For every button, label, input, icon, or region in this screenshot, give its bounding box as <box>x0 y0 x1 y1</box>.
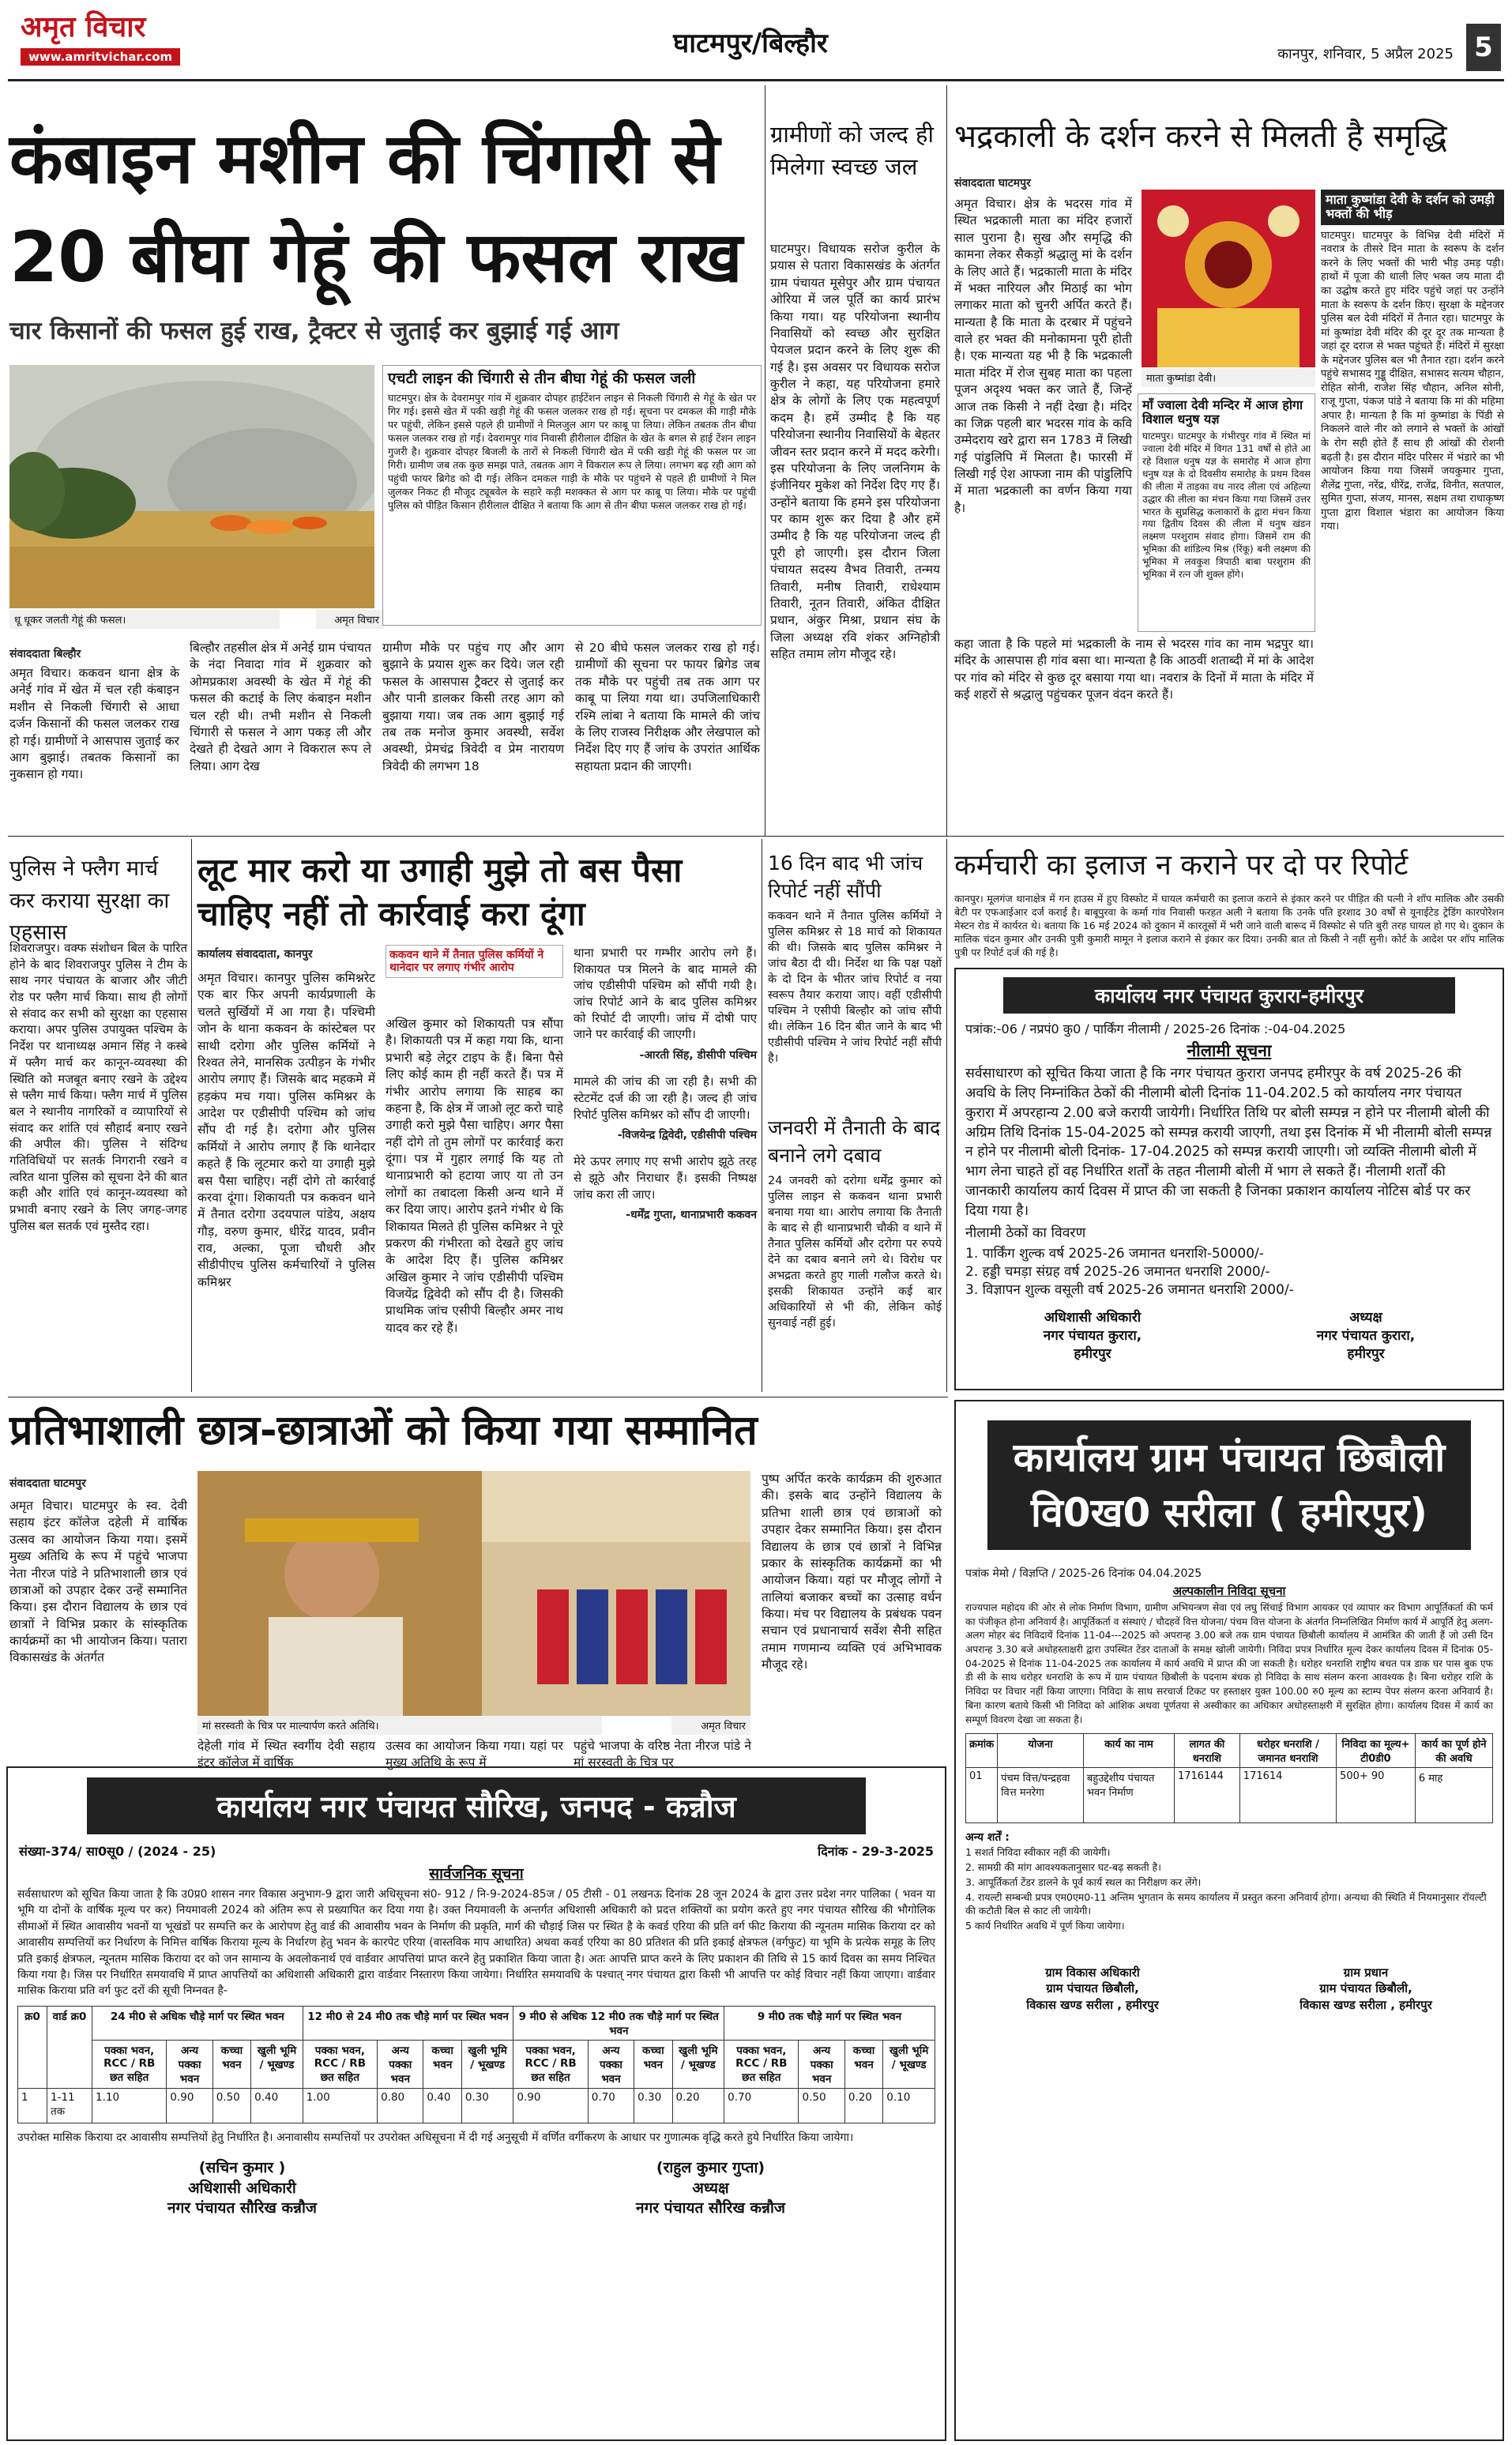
pratibha-col-3: उत्सव का आयोजन किया गया। यहां पर मुख्य अतिथि के रूप में <box>386 1739 563 1770</box>
bhadra-side-title: माता कुष्मांडा देवी के दर्शन को उमड़ी भक्तों की भीड़ <box>1321 190 1504 225</box>
sixteen-text: ककवन थाने में तैनात पुलिस कर्मियों ने पुलिस कमिश्नर से 18 मार्च को शिकायत की थी। जिसके बाद पुलिस कमिश्नर ने जांच बैठा दी थी। निर्देश था कि पक्ष पक्षों के दो दिन के भीतर जांच रिपोर्ट व नया स्वरूप तैयार कराया जाए। वहीं एडीसीपी पश्चिम ने एसीपी बिल्हौर को जांच सौंपी थी। लेकिन 16 दिन बीत जाने के बाद भी एडीसीपी पश्चिम ने जांच रिपोर्ट नहीं सौंपी है। <box>768 910 942 1065</box>
lead-photo-caption: धू धूकर जलती गेहूं की फसल। <box>9 610 280 629</box>
saurikh-th: 24 मी0 से अधिक चौड़े मार्ग पर स्थित भवन <box>92 2006 303 2040</box>
chhibauli-td: 01 <box>966 1768 998 1823</box>
kurara-sig1-title: अधिशासी अधिकारी <box>1044 1309 1142 1326</box>
kurara-sig2-title: अध्यक्ष <box>1349 1309 1382 1326</box>
saurikh-th: क्र0 <box>18 2006 47 2088</box>
saurikh-th: वार्ड क्र0 <box>47 2006 92 2088</box>
saurikh-th: 9 मी0 तक चौड़े मार्ग पर स्थित भवन <box>724 2006 935 2040</box>
logo-text: अमृत विचार <box>21 10 146 43</box>
edition-title: घाटमपुर/बिल्हौर <box>673 28 828 59</box>
kurara-ref: पत्रांक:-06 / नप्रपं0 कु0 / पार्किंग नीलामी / 2025-26 दिनांक :-04-04.2025 <box>965 1021 1346 1036</box>
kurara-office: कार्यालय नगर पंचायत कुरारा-हमीरपुर <box>1003 977 1455 1014</box>
saurikh-th: 9 मी0 से अधिक 12 मी0 तक चौड़े मार्ग पर स्थित भवन <box>513 2006 724 2040</box>
sixteen-text-2: 24 जनवरी को दरोगा धर्मेंद्र कुमार को पुलिस लाइन से ककवन थाना प्रभारी बनाया गया था। आरोप लगाया कि तैनाती के बाद से ही थानाप्रभारी चौकी व थाने में तैनात पुलिस कर्मियों और दरोगा पर रुपये देने का दबाव बनाने लगे थे। विरोध पर अभद्रता करते हुए गाली गलौज करते थे। इसकी शिकायत उन्होंने कई बार अधिकारियों से भी की, लेकिन कोई सुनवाई नहीं हुई। <box>768 1175 942 1330</box>
loot-byline: कार्यालय संवाददाता, कानपुर <box>197 948 313 961</box>
saurikh-sub: खुली भूमि / भूखण्ड <box>251 2040 303 2088</box>
saurikh-title: सार्वजनिक सूचना <box>429 1865 524 1883</box>
kurara-signature-2 <box>1317 1309 1415 1364</box>
saurikh-sig1-title: अधिशासी अधिकारी <box>188 2179 296 2197</box>
chhibauli-td: 6 माह <box>1415 1768 1492 1823</box>
chhibauli-term-3: 3. आपूर्तिकर्ता टेंडर डालने के पूर्व कार्य स्थल का निरीक्षण कर लेंगे। <box>965 1876 1202 1889</box>
saurikh-sig2-org: नगर पंचायत सौरिख कन्नौज <box>636 2199 785 2217</box>
saurikh-sig1-name: (सचिन कुमार ) <box>198 2159 286 2177</box>
saurikh-office: कार्यालय नगर पंचायत सौरिख, जनपद - कन्नौज <box>87 1777 866 1834</box>
chhibauli-th: धरोहर धनराशि / जमानत धनराशि <box>1239 1734 1336 1768</box>
page-number: 5 <box>1466 24 1501 71</box>
saurikh-td: 0.90 <box>167 2088 213 2123</box>
saurikh-td: 0.10 <box>883 2088 935 2123</box>
loot-col-2: अखिल कुमार को शिकायती पत्र सौंपा है। शिकायती पत्र में कहा गया कि, थाना प्रभारी बड़े लेट्रर टाइप के हैं। बिना पैसे लिए कोई काम ही नहीं करते हैं। पत्र में गंभीर आरोप लगाया कि साहब का कहना है, कि क्षेत्र में जाओ लूट करो चाहे उगाही करो मुझे पैसा चाहिए। अगर पैसा नहीं दोगे तो तुम लोगों पर कार्रवाई करा दूंगा। पत्र में गुहार लगाई कि यह तो थानाप्रभारी को हटाया जाए या तो उन लोगों का तबादला किसी अन्य थाने में कर दिया जाए। आरोप इतने गंभीर थे कि शिकायत मिलते ही पुलिस कमिश्नर ने पूरे प्रकरण की गंभीरता को देखते हुए जांच के आदेश दिए हैं। पुलिस कमिश्नर अखिल कुमार ने जांच एडीसीपी पश्चिम विजयेंद्र द्विवेदी को सौंप दी है। जिसकी प्राथमिक जांच एसीपी बिल्हौर अमर नाथ यादव कर रहे हैं। <box>386 1017 563 1335</box>
sixteen-headline-2: जनवरी में तैनाती के बाद बनाने लगे दबाव <box>768 1116 941 1167</box>
kurara-signature-1 <box>1044 1309 1142 1364</box>
lead-box-title: एचटी लाइन की चिंगारी से तीन बीघा गेहूं की फसल जली <box>388 370 696 387</box>
saurikh-body: सर्वसाधारण को सूचित किया जाता है कि उ0प्र0 शासन नगर विकास अनुभाग-9 द्वारा जारी अधिसूचना सं0- 912 / नि-9-2024-85ज / 05 टीसी - 01 लखनऊ दिनांक 28 जून 2024 के द्वारा उत्तर प्रदेश नगर पालिका ( भवन या भूमि या दोनों के वार्षिक मूल्य पर कर) नियमावली 2024 को अंतिम रूप से प्रख्यापित कर दिया गया है। उक्त नियमावली के अन्तर्गत अधिशासी अधिकारी को प्रदत्त शक्तियों का प्रयोग करते हुए नगर पंचायत सौरिख की भौगोलिक सीमाओं में स्थित आवासीय भवनों या भूखंडों पर सम्पत्ति कर के आरोपण हेतु वार्ड की आवासीय भवन के निर्माण की प्रकृति, मार्ग की चौड़ाई जिस पर स्थित है के कवर्ड एरिया की प्रति वर्ग फीट किराया की न्यूनतम मासिक किराया दर को आवासीय सम्पत्तियों कर निर्धारण के निमित्त वार्षिक किराया मूल्य के निर्धारण हेतु भवन के कारपेट एरिया (वास्तविक माप आधारित) अथवा कवर्ड एरिया का 80 प्रतिशत की प्रति इकाई क्षेत्रफल (वर्गफुट) या भूमि के प्रत्येक समूह के लिए प्रति इकाई क्षेत्रफल, न्यूनतम मासिक किराया दर को जन सामान्य के अवलोकनार्थ एवं वार्डवार आपत्तियां प्राप्त करने हेतु प्रकाशित किया जाता है। अतः आपत्ति प्राप्त करने के लिए प्रकाशन की तिथि से 15 कार्य दिवस का समय निश्चित किया गया है। जिस पर निर्धारित समयावधि में प्राप्त आपत्तियों का अधिशासी अधिकारी द्वारा वार्डवार निस्तारण किया जायेगा। निर्धारित समयावधि के पश्चात् नगर पंचायत द्वारा किसी भी आपत्ति पर कोई विचार नहीं किया जाएगा। वार्डवार मासिक किराया प्रति वर्ग फुट दरों की सूची निम्नवत है- <box>17 1888 935 1998</box>
bhadra-byline: संवाददाता घाटमपुर <box>954 177 1031 190</box>
kurara-sig1-org: नगर पंचायत कुरारा, <box>1043 1327 1142 1344</box>
saurikh-td: 0.40 <box>423 2088 461 2123</box>
pratibha-byline: संवाददाता घाटमपुर <box>9 1477 86 1490</box>
saurikh-th: 12 मी0 से 24 मी0 तक चौड़े मार्ग पर स्थित भवन <box>303 2006 513 2040</box>
saurikh-td: 0.70 <box>588 2088 634 2123</box>
saurikh-sub: कच्चा भवन <box>634 2040 672 2088</box>
pratibha-col-4: पहुंचे भाजपा के वरिष्ठ नेता नीरज पांडे ने मां सरस्वती के चित्र पर <box>574 1739 751 1770</box>
saurikh-signature-2 <box>636 2158 785 2219</box>
saurikh-table <box>17 2006 935 2123</box>
chhibauli-term-1: 1 सशर्त निविदा स्वीकार नहीं की जायेगी। <box>965 1846 1111 1859</box>
saurikh-sub: पक्का भवन, RCC / RB छत सहित <box>513 2040 588 2088</box>
chhibauli-office: कार्यालय ग्राम पंचायत छिबौली वि0ख0 सरीला ( हमीरपुर) <box>987 1420 1471 1550</box>
chhibauli-title: अल्पकालीन निविदा सूचना <box>1172 1584 1286 1598</box>
pratibha-photo <box>197 1471 750 1716</box>
saurikh-td: 0.90 <box>513 2088 588 2123</box>
saurikh-sub: कच्चा भवन <box>423 2040 461 2088</box>
kurara-body: सर्वसाधारण को सूचित किया जाता है कि नगर पंचायत कुरारा जनपद हमीरपुर के वर्ष 2025-26 की अवधि के लिए निम्नांकित ठेकों की नीलामी बोली दिनांक 11-04.202.5 को कार्यालय नगर पंचायत कुरारा में अपरहान्य 2.00 बजे करायी जायेगी। निर्धारित तिथि पर बोली सम्पन्न न होने पर नीलामी बोली की अग्रिम तिथि दिनांक 15-04-2025 को सम्पन्न करायी जाएगी, तथा इस दिनांक में भी नीलामी बोली सम्पन्न न होने पर नीलामी बोली दिनांक- 17-04.2025 को सम्पन्न करायी जाएगी। जो व्यक्ति नीलामी बोली में भाग लेना चाहते हों वह निर्धारित शर्तों के तहत नीलामी बोली में भाग ले सकते हैं। नीलामी शर्तों की जानकारी कार्यालय कार्य दिवस में प्राप्त की जा सकती है जिनका प्रकाशन कार्यालय नोटिस बोर्ड पर कर दिया गया है। <box>965 1066 1492 1219</box>
chhibauli-table <box>965 1733 1493 1823</box>
bhadra-photo-caption: माता कुष्मांडा देवी। <box>1142 368 1315 387</box>
saurikh-td: 0.50 <box>213 2088 250 2123</box>
pratibha-col-5: पुष्प अर्पित करके कार्यक्रम की शुरुआत की। इसके बाद उन्होंने विद्यालय के प्रतिभा शाली छात्र एवं छात्राओं को उपहार देकर सम्मानित किया। इस दौरान विद्यालय के छात्र एवं छात्रों ने विभिन्न प्रकार के सांस्कृतिक कार्यक्रमों का भी आयोजन किया। यहां पर मौजूद लोगों ने तालियां बजाकर बच्चों का उत्साह वर्धन किया। मंच पर विद्यालय के प्रबंधक पवन सचान एवं प्रधानाचार्य सर्वेश सैनी सहित तमाम गणमान्य व्यक्ति एवं अभिभावक मौजूद रहे। <box>762 1472 942 1672</box>
masthead-logo <box>21 6 226 76</box>
lead-col-4: से 20 बीघे फसल जलकर राख हो गई। ग्रामीणों की सूचना पर फायर ब्रिगेड जब तक मौके पर पहुंची तब तक आग पर काबू पा लिया गया था। उपजिलाधिकारी रश्मि लांबा ने बताया कि मामले की जांच के लिए राजस्व निरीक्षक और लेखपाल को निर्देश दिए गए हैं जांच के उपरांत आर्थिक सहायता प्रदान की जाएगी। <box>575 641 760 773</box>
loot-quote-1: थाना प्रभारी पर गम्भीर आरोप लगे हैं। शिकायत पत्र मिलने के बाद मामले की जांच एडीसीपी पश्चिम को सौंपी गयी है। जांच रिपोर्ट आने के बाद पुलिस कमिश्नर को रिपोर्ट दी जाएगी। जांच में दोषी पाए जाने पर कार्रवाई की जाएगी। <box>574 946 757 1042</box>
chhibauli-sig1-title: ग्राम विकास अधिकारी <box>1045 1965 1140 1980</box>
lead-headline-1: कंबाइन मशीन की चिंगारी से <box>9 118 720 199</box>
saurikh-footnote: उपरोक्त मासिक किराया दर आवासीय सम्पत्तियों हेतु निर्धारित है। अनावासीय सम्पत्तियों पर उपरोक्त अधिसूचना में दी गई अनुसूची में वर्णित वर्गीकरण के आधार पर गुणात्मक वृद्धि करते हुये निर्धारित किया जायेगा। <box>17 2131 854 2144</box>
chhibauli-td: बहुउद्देशीय पंचायत भवन निर्माण <box>1083 1768 1174 1823</box>
loot-quote-2: मामले की जांच की जा रही है। सभी की स्टेटमेंट दर्ज की जा रही है। जल्द ही जांच रिपोर्ट पुलिस कमिश्नर को सौंप दी जाएगी। <box>574 1074 757 1122</box>
pratibha-photo-caption: मां सरस्वती के चित्र पर माल्यार्पण करते अतिथि। <box>197 1716 602 1735</box>
logo-url: www.amritvichar.com <box>21 48 180 66</box>
bhadra-col-1: अमृत विचार। क्षेत्र के भदरस गांव में स्थित भद्रकाली माता का मंदिर हजारों साल पुराना है। सुख और समृद्धि की कामना लेकर सैकड़ों श्रद्धालु मां के दर्शन के लिए आते हैं। भद्रकाली माता के मंदिर में भक्त नारियल और मिठाई का भोग लगाकर माता को चुनरी अर्पित करते हैं। मान्यता है कि माता के दरबार में पहुंचने वाले हर भक्त की मनोकामना पूरी होती है। एक मान्यता यह भी है कि भद्रकाली माता मंदिर में रोज सुबह माता का पहला पूजन अदृश्य भक्त कर जाते हैं, जिन्हें आज तक किसी ने नहीं देखा है। मंदिर का जिक्र पहली बार भदरस गांव के कवि उम्मेदराय खरे द्वारा सन 1783 में लिखी गई पांडुलिपि में मिलता है। फारसी में लिखी गई ऐश आफ्जा नाम की पांडुलिपि में माता भद्रकाली का वर्णन किया गया है। <box>954 197 1132 515</box>
bhadra-box-text: घाटमपुर। घाटमपुर के गंभीरपुर गांव में स्थित मां ज्वाला देवी मंदिर में विगत 131 वर्षों से होते आ रहे विशाल धनुष यज्ञ के समारोह में आज होगा धनुष यज्ञ के दो दिवसीय समारोह के प्रथम दिवस की लीला में ताड़का वध नारद लीला एवं अहिल्या उद्धार की लीला का मंचन किया गया जिसमें उत्तर भारत के सुप्रसिद्ध कलाकारों के द्वारा मंचन किया गया द्वितीय दिवस की लीला में धनुष खंडन लक्ष्मण परशुराम संवाद होगा। जिसमें राम की भूमिका की शांडिल्य मिश्र (रिंकू) बनी लक्ष्मण की भूमिका में लवकुश त्रिपाठी बाबा परशुराम की भूमिका में रत्न जी शुक्ल होंगे। <box>1142 430 1311 581</box>
saurikh-sub: पक्का भवन, RCC / RB छत सहित <box>92 2040 167 2088</box>
chhibauli-td: 171614 <box>1239 1768 1336 1823</box>
saurikh-td: 1-11 तक <box>47 2088 92 2123</box>
saurikh-td: 0.80 <box>378 2088 423 2123</box>
saurikh-sub: कच्चा भवन <box>844 2040 882 2088</box>
chhibauli-signature-1 <box>1026 1965 1159 2013</box>
saurikh-td: 1.10 <box>92 2088 167 2123</box>
saurikh-sub: कच्चा भवन <box>213 2040 250 2088</box>
saurikh-sig2-title: अध्यक्ष <box>692 2179 729 2197</box>
saurikh-ref-left: संख्या-374/ सा0सू0 / (2024 - 25) <box>19 1844 216 1859</box>
saurikh-notice <box>6 1766 946 2441</box>
kurara-sig2-place: हमीरपुर <box>1347 1345 1385 1362</box>
sixteen-headline: 16 दिन बाद भी जांच रिपोर्ट नहीं सौंपी <box>768 852 923 902</box>
bhadra-col-2: कहा जाता है कि पहले मां भद्रकाली के नाम से भदरस गांव का नाम भद्रपुर था। मंदिर के आसपास ही गांव बसा था। मान्यता है कि आठवीं शताब्दी में मां के आदेश पर गांव को मंदिर से कुछ दूर बसाया गया था। नवरात्र के दिनों में माता के मंदिर में कई शहरों से श्रद्धालु पहुंचकर पूजन वंदन करते हैं। <box>954 637 1314 702</box>
loot-quote-label-text: ककवन थाने में तैनात पुलिस कर्मियों ने थानेदार पर लगाए गंभीर आरोप <box>389 949 544 975</box>
chhibauli-th: योजना <box>998 1734 1084 1768</box>
police-text: शिवराजपुर। वक्फ संशोधन बिल के पारित होने के बाद शिवराजपुर पुलिस ने टीम के साथ नगर पंचायत के बाजार और जीटी रोड पर फ्लैग मार्च किया। साथ ही लोगों से संवाद कर सभी को सुरक्षा का एहसास कराया। अपर पुलिस उपायुक्त पश्चिम के निर्देश पर थानाध्यक्ष अमान सिंह ने कस्बे में फ्लैग मार्च कर कानून-व्यवस्था की स्थिति को मजबूत बनाए रखने के उद्देश्य से फ्लैग मार्च किया। फ्लैग मार्च में पुलिस बल ने स्थानीय नागरिकों व व्यापारियों से संवाद कर शांति एवं सौहार्द बनाए रखने की अपील की। पुलिस ने संदिग्ध गतिविधियों पर सतर्क निगरानी रखने व त्वरित थाना पुलिस को सूचना देने की बात कही और शांति एवं कानून-व्यवस्था को प्रभावी बनाए रखने के लिए जगह-जगह पुलिस बल सतर्क एवं मुस्तैद रहा। <box>9 941 187 1233</box>
chhibauli-th: निविदा का मूल्य+ टी0डी0 <box>1337 1734 1416 1768</box>
dateline: कानपुर, शनिवार, 5 अप्रैल 2025 <box>1277 46 1454 62</box>
loot-quote-2-by: -विजयेन्द्र द्विवेदी, एडीसीपी पश्चिम <box>617 1129 757 1142</box>
pratibha-photo-credit: अमृत विचार <box>671 1716 750 1735</box>
kurara-item-1: 1. पार्किंग शुल्क वर्ष 2025-26 जमानत धनराशि-50000/- <box>965 1245 1264 1262</box>
lead-photo-credit: अमृत विचार <box>316 610 384 629</box>
kurara-sig1-place: हमीरपुर <box>1074 1345 1111 1362</box>
pratibha-col-2: देहेली गांव में स्थित स्वर्गीय देवी सहाय इंटर कॉलेज में वार्षिक <box>197 1739 375 1770</box>
kurara-item-3: 3. विज्ञापन शुल्क वसूली वर्ष 2025-26 जमानत धनराशि 2000/- <box>965 1281 1294 1298</box>
kurara-list-title: नीलामी ठेकों का विवरण <box>965 1224 1086 1241</box>
saurikh-ref-right: दिनांक - 29-3-2025 <box>818 1844 934 1859</box>
lead-box-text: घाटमपुर। क्षेत्र के देवरामपुर गांव में शुक्रवार दोपहर हाईटेंशन लाइन से निकली चिंगारी से गेहूं के खेत पर गिर गई। इससे खेत में पकी खड़ी गेहूं की फसल जलकर राख हो गई। सूचना पर दमकल की गाड़ी मौके पर पहुंची, लेकिन इससे पहले ही ग्रामीणों ने मिलजुल आग पर काबू पा लिया। लेकिन तबतक तीन बीघा फसल जलकर राख हो गई। देवरामपुर गांव निवासी हीरीलाल दीक्षित के खेत के बगल से हाई टेंशन लाइन गुजरी है। शुक्रवार दोपहर बिजली के तारों से निकली चिंगारी खेत में पकी खड़ी गेहूं की फसल पर जा गिरी। ग्रामीण जब तक कुछ समझ पाते, तबतक आग ने विकराल रूप ले लिया। लगभग बढ़ रही आग को पहुंची फायर ब्रिगेड को दी गई। लेकिन दमकल गाड़ी के मौके पर पहुंचने से पहले ही ग्रामीणों ने मिल जुलकर निकट ही मौजूद ट्यूबवेल के सहारे कड़ी मशक्कत से आग पर काबू पा लिया। मौके पर पहुंची पुलिस को पीड़ित किसान हीरीलाल दीक्षित ने बताया कि आग से तीन बीघा फसल जलकर राख हो गई। <box>388 391 756 511</box>
lead-subhead: चार किसानों की फसल हुई राख, ट्रैक्टर से जुताई कर बुझाई गई आग <box>9 317 619 345</box>
chhibauli-td: 1716144 <box>1174 1768 1239 1823</box>
saurikh-sub: अन्य पक्का भवन <box>799 2040 844 2088</box>
saurikh-signature-1 <box>167 2158 317 2219</box>
chhibauli-notice <box>954 1400 1504 2441</box>
chhibauli-td: 500+ 90 <box>1337 1768 1416 1823</box>
chhibauli-terms-title: अन्य शर्तें : <box>965 1831 1010 1845</box>
saurikh-sub: अन्य पक्का भवन <box>378 2040 423 2088</box>
bhadra-side-text: घाटमपुर। घाटमपुर के विभिन्न देवी मंदिरों में नवरात्र के तीसरे दिन माता के स्वरूप के दर्शन करने के लिए भक्तों की भारी भीड़ उमड़ पड़ी। हाथों में पूजा की थाली लिए भक्त जय माता दी का उद्घोष करते हुए मंदिर पहुंचे जहां पर उन्होंने माता के स्वरूप के दर्शन किए। सुरक्षा के मद्देनजर पुलिस बल देवी मंदिरों में तैनात रहा। घाटमपुर के मां कुष्मांडा देवी मंदिर की दूर दूर तक मान्यता है जहां दूर दराज से भक्त पहुंचते हैं। मंदिरों में सुरक्षा के मद्देनजर पुलिस बल भी तैनात रहा। दर्शन करने पहुंचे सभासद गुड्डू दीक्षित, सभासद सत्यम चौहान, रोहित सोनी, राजेश सिंह चौहान, अनिल सोनी, राजू गुप्ता, पंकज पांडे ने बताया कि मां की महिमा अपार है। मान्यता है कि मां कुष्मांडा के पिंडी से निकलने वाले नीर को लगाने से भक्तों के आंखों के रोग सही होते हैं साथ ही आंखों की रोशनी बढ़ती है। इस दौरान मंदिर परिसर में भंडारे का भी आयोजन किया गया जिसमें जयकुमार गुप्ता, शैलेंद्र गुप्ता, नरेंद्र, धीरेंद्र, राजेंद्र, विनीत, सतपाल, सुमित गुप्ता, संजय, मानस, सक्षम तथा राधाकृष्ण गुप्ता द्वारा विशाल भंडारा का आयोजन किया गया। <box>1321 229 1504 533</box>
chhibauli-th: कार्य का पूर्ण होने की अवधि <box>1415 1734 1492 1768</box>
chhibauli-term-4: 4. रायल्टी सम्बन्धी प्रपत्र एम0एम0-11 अन्तिम भुगतान के समय कार्यालय में प्रस्तुत करना अनिवार्य होगा। अन्यथा की स्थिति में नियमानुसार रॉयल्टी की कटौती बिल से काट ली जायेगी। <box>965 1891 1487 1917</box>
loot-quote-3: मेरे ऊपर लगाए गए सभी आरोप झूठे तरह से झूठे और निराधार हैं। इसकी निष्पक्ष जांच करा ली जाए। <box>574 1154 757 1202</box>
loot-quote-label <box>386 945 563 978</box>
lead-col-3: ग्रामीण मौके पर पहुंच गए और आग बुझाने के प्रयास शुरू कर दिये। जल रही फसल के आसपास ट्रैक्टर से जुताई कर और पानी डालकर किसी तरह आग को बुझाया गया। जब तक आग बुझाई गई तब तक मनोज कुमार अवस्थी, सर्वेश अवस्थी, प्रेमचंद्र त्रिवेदी व प्रेम नारायण त्रिवेदी की लगभग 18 <box>382 641 564 773</box>
kurara-sig2-org: नगर पंचायत कुरारा, <box>1316 1327 1416 1344</box>
saurikh-sub: अन्य पक्का भवन <box>588 2040 634 2088</box>
loot-quotes <box>574 945 757 1222</box>
chhibauli-th: लागत की धनराशि <box>1174 1734 1239 1768</box>
lead-photo <box>9 365 374 608</box>
school-event-image <box>197 1471 750 1716</box>
loot-headline: लूट मार करो या उगाही मुझे तो बस पैसा चाहिए नहीं तो कार्रवाई करा दूंगा <box>197 851 683 933</box>
saurikh-td: 0.20 <box>844 2088 882 2123</box>
bhadra-box-title: माँ ज्वाला देवी मन्दिर में आज होगा विशाल धनुष यज्ञ <box>1142 397 1303 427</box>
saurikh-sub: खुली भूमि / भूखण्ड <box>461 2040 513 2088</box>
gram-headline: ग्रामीणों को जल्द ही मिलेगा स्वच्छ जल <box>770 121 934 180</box>
saurikh-td: 1 <box>18 2088 47 2123</box>
chhibauli-sig1-place: विकास खण्ड सरीला , हमीरपुर <box>1026 1997 1159 2012</box>
saurikh-td: 0.50 <box>799 2088 844 2123</box>
kurara-item-2: 2. हड्डी चमड़ा संग्रह वर्ष 2025-26 जमानत धनराशि 2000/- <box>965 1263 1270 1280</box>
kurara-notice <box>954 968 1504 1390</box>
loot-col-1: अमृत विचार। कानपुर पुलिस कमिश्नरेट एक बार फिर अपनी कार्यप्रणाली के चलते सुर्खियों में आ गया है। पश्चिमी जोन के थाना ककवन के कांस्टेबल पर साथी दरोगा और पुलिस कर्मियों ने रिश्वत लेने, मानसिक उत्पीड़न के गंभीर आरोप लगाए हैं। जिसके बाद महकमे में हड़कंप मच गया। पुलिस कमिश्नर के आदेश पर एडीसीपी पश्चिम को जांच सौंप दी गई है। दरोगा और पुलिस कर्मियों ने आरोप लगाए हैं कि थानेदार कहते हैं कि लूटमार करो या उगाही मुझे बस पैसा चाहिए। नहीं दोगे तो कार्रवाई करवा दूंगा। शिकायती पत्र ककवन थाने में तैनात दरोगा उदयपाल पांडेय, अक्षय गौड़, वरुण कुमार, धीरेंद्र यादव, प्रवीन राव, अल्का, पूजा चौधरी और सीडीपीएच पुलिस कर्मचारियों ने पुलिस कमिश्नर <box>197 971 375 1289</box>
chhibauli-td: पंचम वित्त/पन्द्रहवा वित्त मनरेगा <box>998 1768 1084 1823</box>
saurikh-sub: पक्का भवन, RCC / RB छत सहित <box>724 2040 799 2088</box>
saurikh-sig2-name: (राहुल कुमार गुप्ता) <box>656 2159 765 2177</box>
police-headline: पुलिस ने फ्लैग मार्च कर कराया सुरक्षा का एहसास <box>9 856 170 945</box>
saurikh-td: 0.70 <box>724 2088 799 2123</box>
saurikh-td: 0.30 <box>634 2088 672 2123</box>
kurara-title: नीलामी सूचना <box>1187 1041 1272 1060</box>
goddess-idol-image <box>1142 190 1315 367</box>
chhibauli-th: क्रमांक <box>966 1734 998 1768</box>
lead-byline: संवाददाता बिल्हौर <box>9 648 81 660</box>
pratibha-headline: प्रतिभाशाली छात्र-छात्राओं को किया गया सम्मानित <box>9 1407 758 1454</box>
bhadra-box <box>1138 393 1315 632</box>
chhibauli-ref: पत्रांक मेमो / विज्ञप्ति / 2025-26 दिनांक 04.04.2025 <box>965 1567 1202 1580</box>
saurikh-sub: खुली भूमि / भूखण्ड <box>672 2040 724 2088</box>
loot-quote-3-by: -धर्मेंद्र गुप्ता, थानाप्रभारी ककवन <box>626 1209 757 1222</box>
saurikh-sub: पक्का भवन, RCC / RB छत सहित <box>303 2040 377 2088</box>
lead-col-2: बिल्हौर तहसील क्षेत्र में अनेई ग्राम पंचायत के नंदा निवादा गांव में शुक्रवार को ओमप्रकाश अवस्थी के खेत में गेहूं की फसल की कटाई के लिए कंबाइन मशीन चल रही थी। तभी मशीन से निकली चिंगारी से फसल ने आग पकड़ ली और देखते ही देखते आग ने विकराल रूप ले लिया। आग देख <box>190 641 371 773</box>
bhadra-side <box>1321 190 1504 534</box>
saurikh-sub: खुली भूमि / भूखण्ड <box>883 2040 935 2088</box>
chhibauli-th: कार्य का नाम <box>1083 1734 1174 1768</box>
chhibauli-term-5: 5 कार्य निर्धारित अवधि में पूर्ण किया जायेगा। <box>965 1920 1125 1932</box>
chhibauli-sig1-org: ग्राम पंचायत छिबौली, <box>1046 1981 1139 1996</box>
lead-headline-2: 20 बीघा गेहूं की फसल राख <box>9 216 743 298</box>
karmachari-headline: कर्मचारी का इलाज न कराने पर दो पर रिपोर्ट <box>954 849 1409 882</box>
saurikh-td: 0.40 <box>251 2088 303 2123</box>
saurikh-td: 1.00 <box>303 2088 377 2123</box>
chhibauli-sig2-org: ग्राम पंचायत छिबौली, <box>1319 1981 1412 1996</box>
saurikh-sub: अन्य पक्का भवन <box>167 2040 213 2088</box>
loot-quote-1-by: -आरती सिंह, डीसीपी पश्चिम <box>639 1049 757 1063</box>
burning-field-image <box>9 365 374 608</box>
bhadra-headline: भद्रकाली के दर्शन करने से मिलती है समृद्धि <box>954 118 1447 155</box>
pratibha-col-1: अमृत विचार। घाटमपुर के स्व. देवी सहाय इंटर कॉलेज दहेली में वार्षिक उत्सव का आयोजन किया गया। इसमें मुख्य अतिथि के रूप में पहुंचे भाजपा नेता नीरज पांडे ने प्रतिभाशाली छात्र एवं छात्राओं को उपहार देकर उन्हें सम्मानित किया। इस दौरान विद्यालय के छात्र एवं छात्राों ने विभिन्न प्रकार के सांस्कृतिक कार्यक्रमों का भी आयोजन किया। पतारा विकासखंड के अंतर्गत <box>9 1499 187 1665</box>
saurikh-sig1-org: नगर पंचायत सौरिख कन्नौज <box>167 2199 317 2217</box>
saurikh-td: 0.30 <box>461 2088 513 2123</box>
chhibauli-sig2-place: विकास खण्ड सरीला , हमीरपुर <box>1299 1997 1432 2012</box>
lead-box <box>382 365 762 626</box>
saurikh-td: 0.20 <box>672 2088 724 2123</box>
table-row <box>966 1768 1493 1823</box>
table-row <box>18 2088 935 2123</box>
chhibauli-sig2-title: ग्राम प्रधान <box>1343 1965 1389 1980</box>
chhibauli-signature-2 <box>1299 1965 1432 2013</box>
chhibauli-body: राज्यपाल महोदय की ओर से लोक निर्माण विभाग, ग्रामीण अभियन्त्रण सेवा एवं लघु सिंचाई विभाग आयकर एवं व्यापार कर विभाग आपूर्तिकर्ता की फर्म का पंजीकृत होना अनिवार्य है। आपूर्तिकर्ता व संस्थाएं / चौदहवें वित्त योजना/ पंचम वित्त योजना के अंतर्गत निम्नलिखित निर्माण कार्य में आपूर्ति हेतु अलग-अलग मोहर बंद निविदायें दिनांक 11-04---2025 को अपरान्ह 3.00 बजे तक ग्राम पंचायत छिबौली कार्यालय में आमंत्रित की जाती हैं जो उसी दिन अपरान्ह 3.30 बजे अधोहस्ताक्षरी द्वारा उपस्थित टेंडर दाताओं के समक्ष खोली जायेगी। निविदा प्रपत्र निर्धारित मूल्य देकर कार्यालय दिवस में दिनांक 05-04-2025 से दिनांक 11-04-2025 तक कार्यालय में कार्य अवधि में प्राप्त की जा सकती है। धरोहर धनराशि राष्ट्रीय बचत पत्र डाक घर पास बुक एफ डी सी के साथ धरोहर धनराशि के रूप में ग्राम पंचायत छिबौली के पदनाम बंधक हो निविदा के साथ संलग्न करना आवश्यक है। बिना धरोहर राशि के निविदा पर विचार नहीं किया जाएगा। निविदा के साथ सरचार्ज टिकट पर हस्ताक्षर युक्त 100.00 रु0 मूल्य का स्टाम्प पेपर संलग्न करना अनिवार्य है। बिना कारण बताये किसी भी निविदा को आंशिक अथवा पूर्णतया से अस्वीकार का अधिकार अधोहस्ताक्षरी में सुरक्षित होगा। कार्यालय दिवस में कार्य का सम्पूर्ण विवरण देखा जा सकता है। <box>965 1602 1493 1725</box>
bhadra-photo <box>1142 190 1315 367</box>
lead-col-1: अमृत विचार। ककवन थाना क्षेत्र के अनेई गांव में खेत में चल रही कंबाइन मशीन से निकली चिंगारी से आधा दर्जन किसानों की फसल जलकर राख हो गई। ग्रामीणों ने आसपास जुताई कर आग बुझाई। तबतक किसानों का नुकसान हो गया। <box>9 666 179 782</box>
chhibauli-term-2: 2. सामग्री की मांग आवश्यकतानुसार घट-बढ़ सकती है। <box>965 1861 1161 1874</box>
karmachari-text: कानपुर। मूलगंज थानाक्षेत्र में गन हाउस में हुए विस्फोट में घायल कर्मचारी का इलाज कराने से इंकार करने पर पीड़ित की पत्नी ने शॉप मालिक और उसकी बेटी पर एफआईआर दर्ज कराई है। बाबूपुरवा के कर्मा गांव निवासी फरहत अली ने बताया कि उनके पति इरशाद 30 वर्षों से यूनाईटेड ट्रेडिंग कारपोरेशन मेस्टन रोड में कार्यरत थे। बताया कि 16 मई 2024 को दुकान में कारतूसों में भरी जाने वाली बारूद में विस्फोट से पति बुरी तरह घायल हो गए थे। दुकान के मालिक चंदन कुमार और उनकी पुत्री कुमारी मामून ने इलाज कराने से इंकार कर दिया। उनकी बात तो किसी ने नहीं सुनी। कोर्ट के आदेश पर शॉप मालिक पुत्री पर रिपोर्ट दर्ज की गई है। <box>954 893 1504 958</box>
gram-col: घाटमपुर। विधायक सरोज कुरील के प्रयास से पतारा विकासखंड के अंतर्गत ग्राम पंचायत मूसेपुर और ग्राम पंचायत ओरिया में जल पूर्ति का कार्य प्रारंभ किया गया। यह परियोजना स्थानीय निवासियों को स्वच्छ और सुरक्षित पेयजल प्रदान करने के लिए शुरू की गई है। इस अवसर पर विधायक सरोज कुरील ने कहा, यह परियोजना हमारे क्षेत्र के लोगों के लिए एक महत्वपूर्ण कदम है। हमें उम्मीद है कि यह परियोजना स्थानीय निवासियों के बेहतर जीवन स्तर प्रदान करने में मदद करेगी। इस परियोजना के लिए जलनिगम के इंजीनियर मुकेश को निर्देश दिए गए हैं। उन्होंने बताया कि हमने इस परियोजना पर काम शुरू कर दिया है और हमें उम्मीद है कि यह परियोजना जल्द ही पूरी हो जाएगी। इस दौरान जिला पंचायत सदस्य वैभव तिवारी, तन्मय तिवारी, मनीष तिवारी, राधेश्याम तिवारी, नूतन तिवारी, अंकित दीक्षित प्रधान, अंकुर मिश्रा, प्रधान संघ के जिला अध्यक्ष रवि शंकर अग्निहोत्री सहित तमाम लोग मौजूद रहे। <box>770 242 940 661</box>
